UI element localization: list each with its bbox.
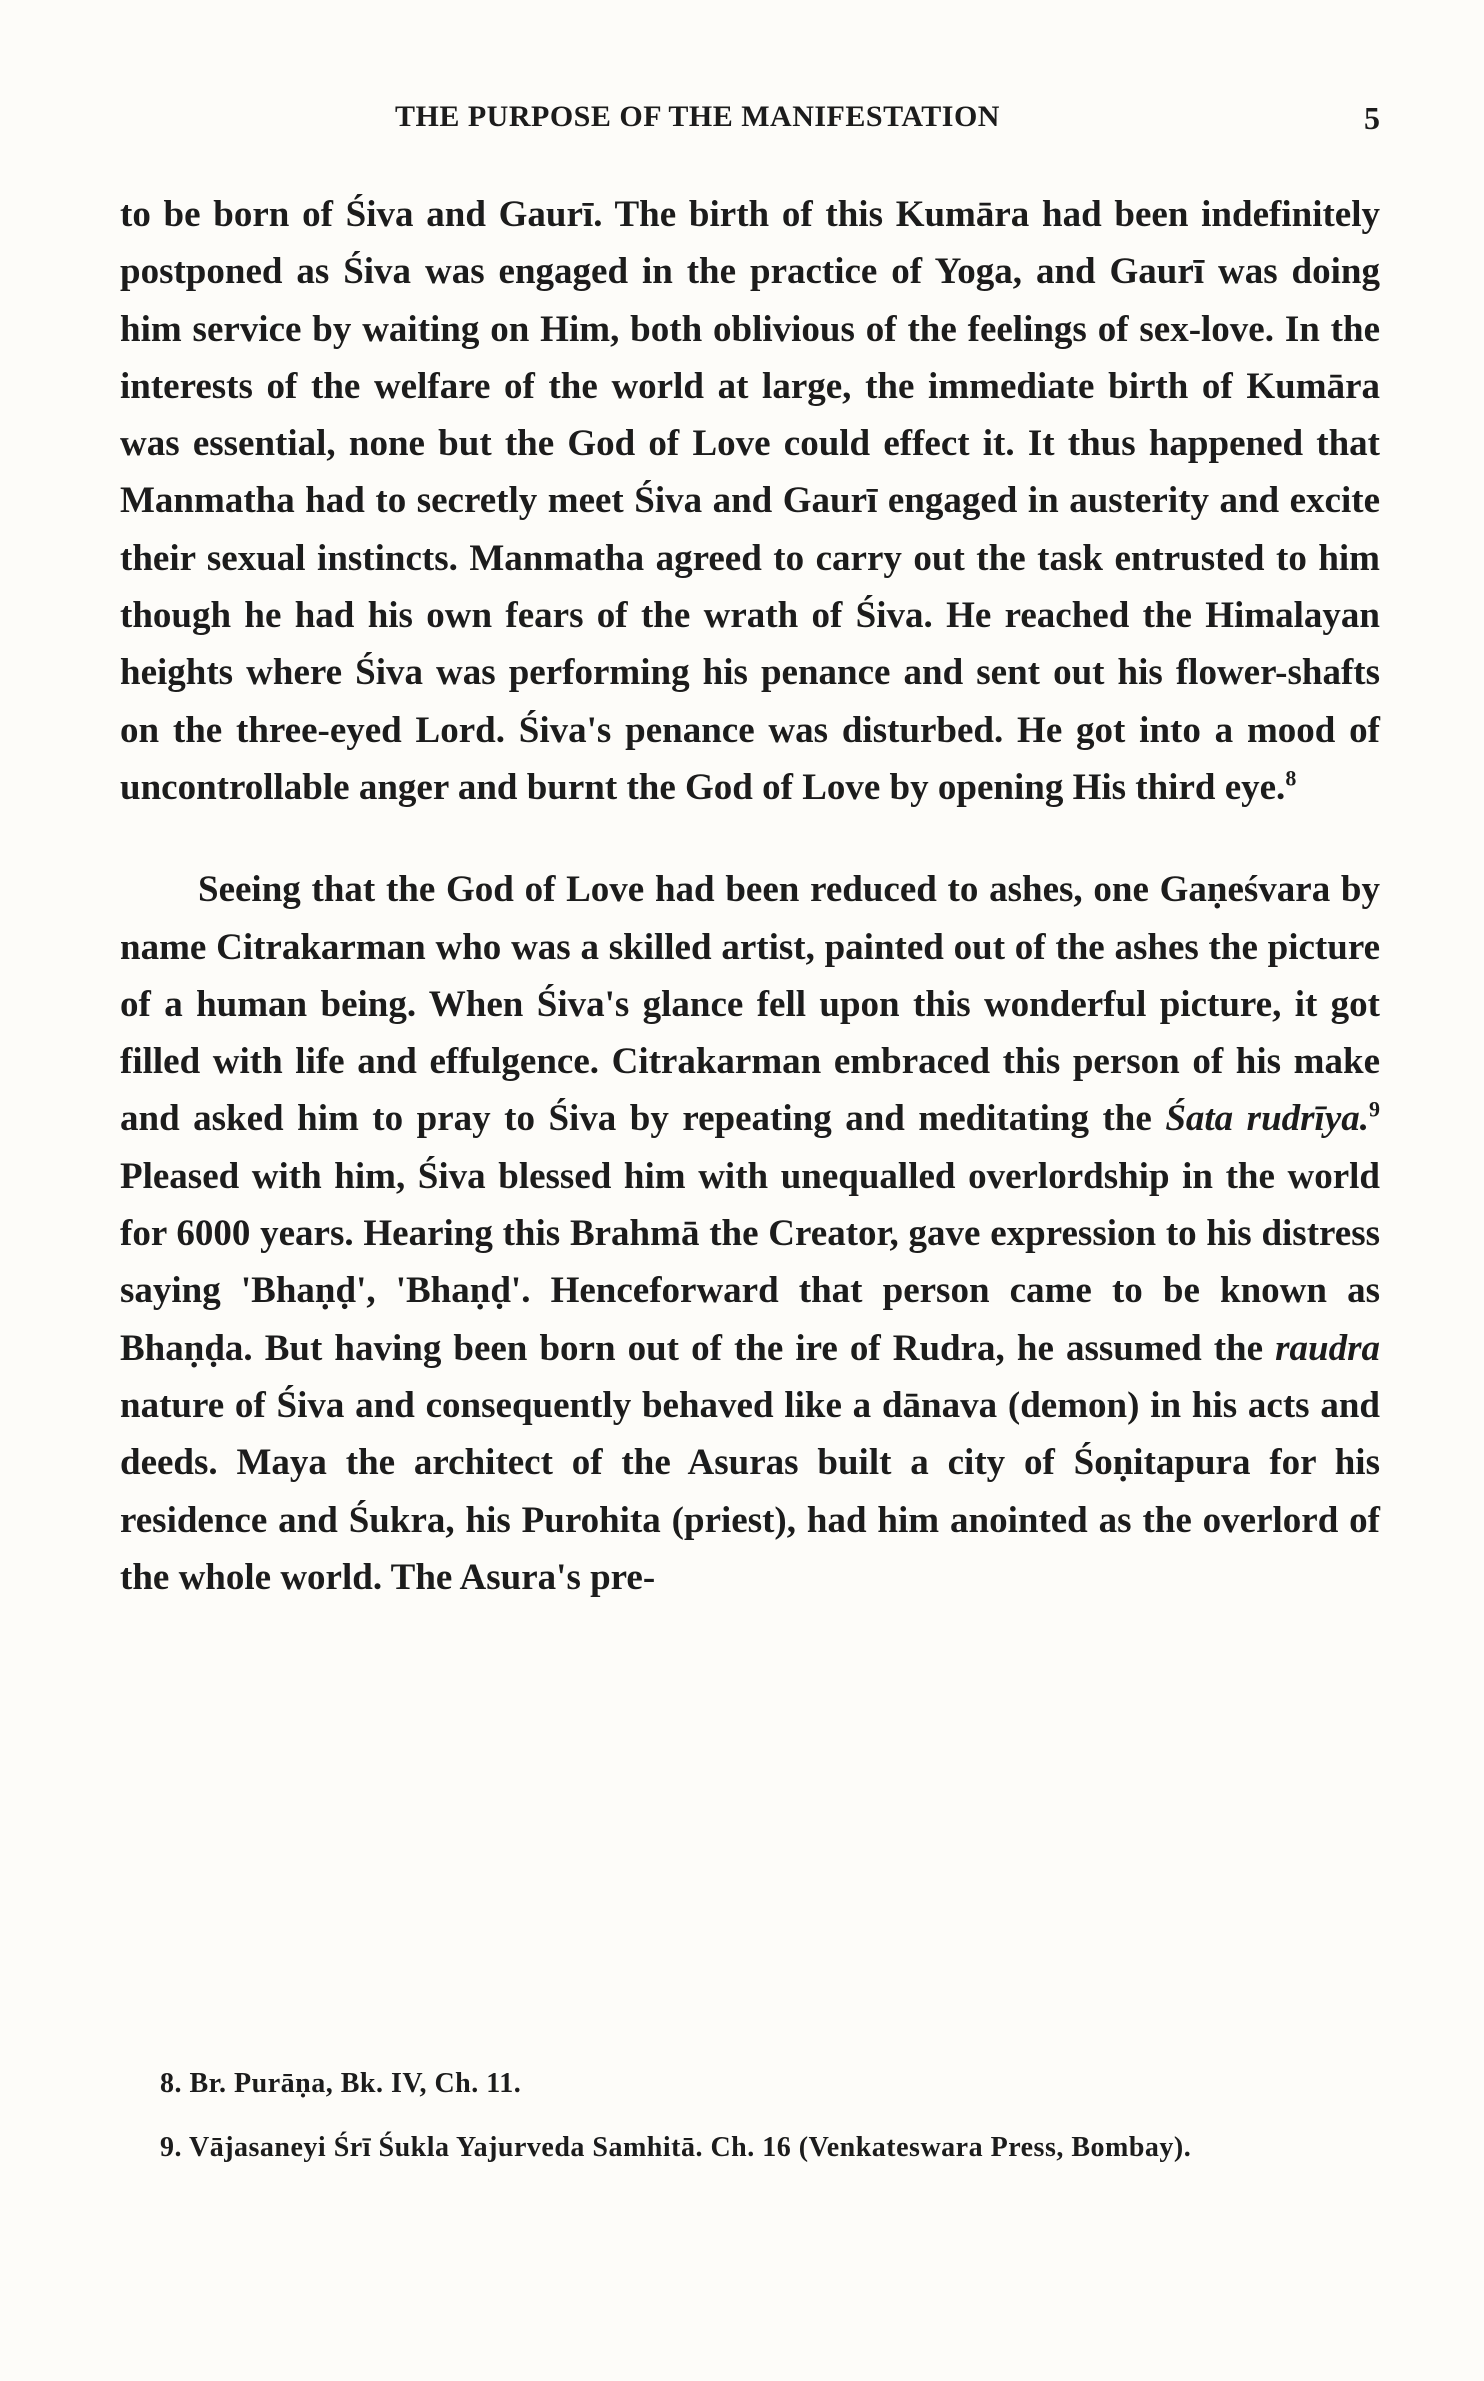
italic-term-raudra: raudra — [1275, 1327, 1380, 1369]
paragraph-2-text-middle: Pleased with him, Śiva blessed him with unequalled overlordship in the world for 6000 years. Hearing this Brahmā the Creator, gave expression to his distress saying 'Bhaṇḍ', 'Bhaṇḍ'. Henceforward that person came to be known as Bhaṇḍa. But having been born out of the ire of Rudra, he assumed the — [120, 1155, 1380, 1369]
page-header — [120, 100, 1380, 140]
paragraph-1-text: to be born of Śiva and Gaurī. The birth of this Kumāra had been indefinitely postponed as Śiva was engaged in the practice of Yoga, and Gaurī was doing him service by waiting on Him, both oblivious of the feelings of sex-love. In the interests of the welfare of the world at large, the immediate birth of Kumāra was essential, none but the God of Love could effect it. It thus happened that Manmatha had to secretly meet Śiva and Gaurī engaged in austerity and excite their sexual instincts. Manmatha agreed to carry out the task entrusted to him though he had his own fears of the wrath of Śiva. He reached the Himalayan heights where Śiva was performing his penance and sent out his flower-shafts on the three-eyed Lord. Śiva's penance was disturbed. He got into a mood of uncontrollable anger and burnt the God of Love by opening His third eye. — [120, 194, 1380, 808]
footnote-9: 9. Vājasaneyi Śrī Śukla Yajurveda Samhitā. Ch. 16 (Venkateswara Press, Bombay). — [160, 2132, 1192, 2163]
italic-term-sata-rudriya: Śata rudrīya. — [1165, 1098, 1369, 1140]
footnote-ref-9: 9 — [1369, 1097, 1380, 1123]
paragraph-2 — [120, 861, 1380, 1606]
running-head: THE PURPOSE OF THE MANIFESTATION — [395, 100, 1000, 133]
footnote-8: 8. Br. Purāṇa, Bk. IV, Ch. 11. — [160, 2068, 522, 2099]
paragraph-2-text-end: nature of Śiva and consequently behaved like a dānava (demon) in his acts and deeds. Maya the architect of the Asuras built a city of Śoṇitapura for his residence and Śukra, his Purohita (priest), had him anointed as the overlord of the whole world. The Asura's pre- — [120, 1384, 1380, 1598]
page-number: 5 — [1364, 100, 1380, 136]
paragraph-1 — [120, 186, 1380, 816]
body-text — [120, 186, 1380, 1606]
footnote-ref-8: 8 — [1285, 765, 1297, 791]
paragraph-2-text-start: Seeing that the God of Love had been reduced to ashes, one Gaṇeśvara by name Citrakarman who was a skilled artist, painted out of the ashes the picture of a human being. When Śiva's glance fell upon this wonderful picture, it got filled with life and effulgence. Citrakarman embraced this person of his make and asked him to pray to Śiva by repeating and meditating the — [120, 869, 1380, 1140]
footnotes — [108, 2060, 1378, 2172]
